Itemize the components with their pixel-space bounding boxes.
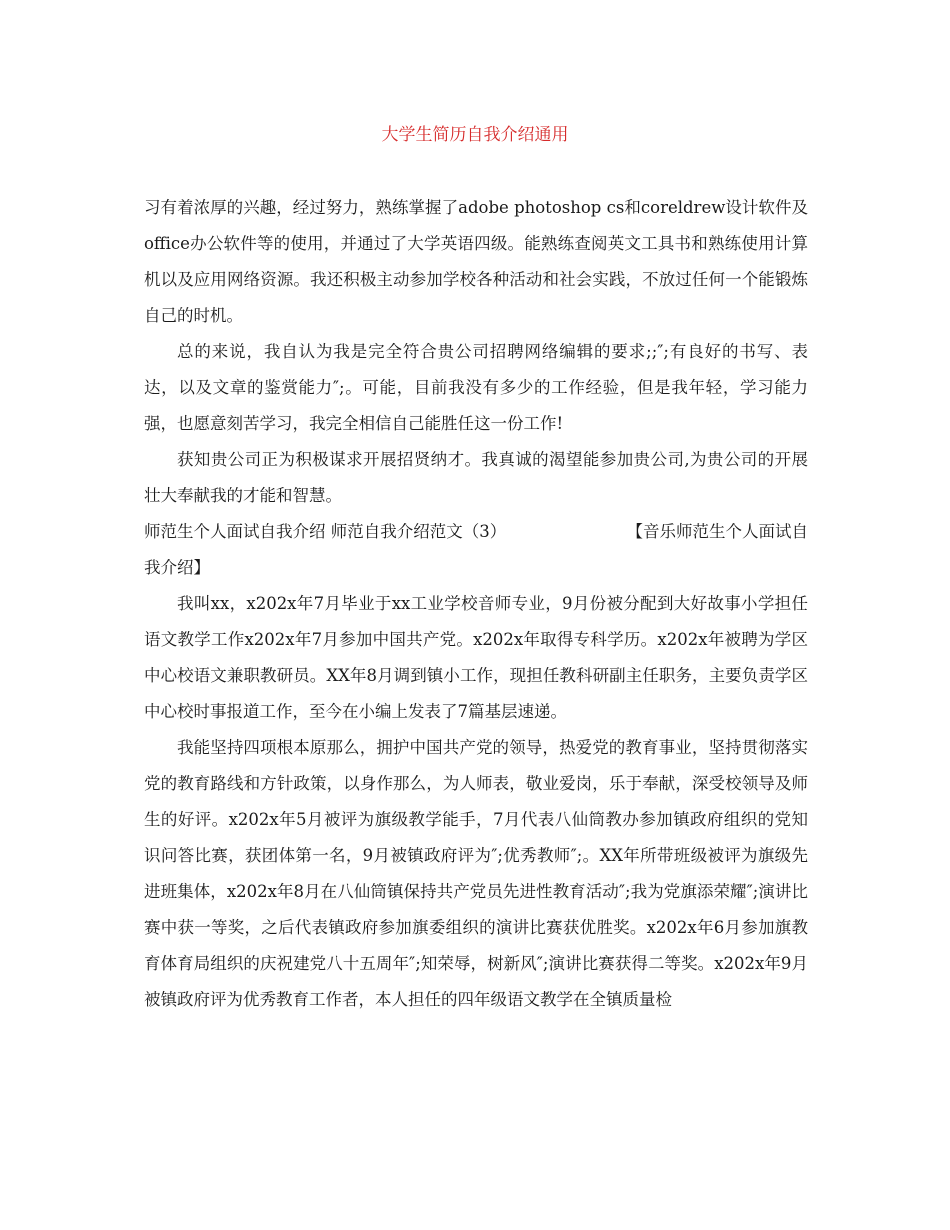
paragraph: 我叫xx，x202x年7月毕业于xx工业学校音师专业，9月份被分配到大好故事小学担任语文教学工作x202x年7月参加中国共产党。x202x年取得专科学历。x202x年被聘为学区中心校语文兼职教研员。XX年8月调到镇小工作，现担任教科研副主任职务，主要负责学区中心校时事报道工作，至今在小编上发表了7篇基层速递。 bbox=[144, 594, 808, 721]
section-heading-left: 师范生个人面试自我介绍 师范自我介绍范文（3） bbox=[144, 522, 507, 541]
paragraph: 总的来说，我自认为我是完全符合贵公司招聘网络编辑的要求;;″;有良好的书写、表达，以及文章的鉴赏能力″;。可能，目前我没有多少的工作经验，但是我年轻，学习能力强，也愿意刻苦学习，我完全相信自己能胜任这一份工作! bbox=[144, 342, 808, 433]
document-body bbox=[144, 190, 808, 1018]
paragraph: 我能坚持四项根本原那么，拥护中国共产党的领导，热爱党的教育事业，坚持贯彻落实党的教育路线和方针政策，以身作那么，为人师表，敬业爱岗，乐于奉献，深受校领导及师生的好评。x202x年5月被评为旗级教学能手，7月代表八仙筒教办参加镇政府组织的党知识问答比赛，获团体第一名，9月被镇政府评为″;优秀教师″;。XX年所带班级被评为旗级先进班集体，x202x年8月在八仙筒镇保持共产党员先进性教育活动″;我为党旗添荣耀″;演讲比赛中获一等奖，之后代表镇政府参加旗委组织的演讲比赛获优胜奖。x202x年6月参加旗教育体育局组织的庆祝建党八十五周年″;知荣辱，树新风″;演讲比赛获得二等奖。x202x年9月被镇政府评为优秀教育工作者，本人担任的四年级语文教学在全镇质量检 bbox=[144, 738, 808, 1009]
paragraph: 习有着浓厚的兴趣，经过努力，熟练掌握了adobe photoshop cs和coreldrew设计软件及office办公软件等的使用，并通过了大学英语四级。能熟练查阅英文工具书和熟练使用计算机以及应用网络资源。我还积极主动参加学校各种活动和社会实践，不放过任何一个能锻炼自己的时机。 bbox=[144, 198, 808, 325]
section-heading bbox=[144, 514, 808, 550]
paragraph: 获知贵公司正为积极谋求开展招贤纳才。我真诚的渴望能参加贵公司,为贵公司的开展壮大奉献我的才能和智慧。 bbox=[144, 450, 808, 505]
document-title: 大学生简历自我介绍通用 bbox=[381, 125, 569, 145]
section-heading-continuation: 我介绍】 bbox=[144, 558, 210, 577]
section-heading-right: 【音乐师范生个人面试自 bbox=[626, 522, 808, 541]
